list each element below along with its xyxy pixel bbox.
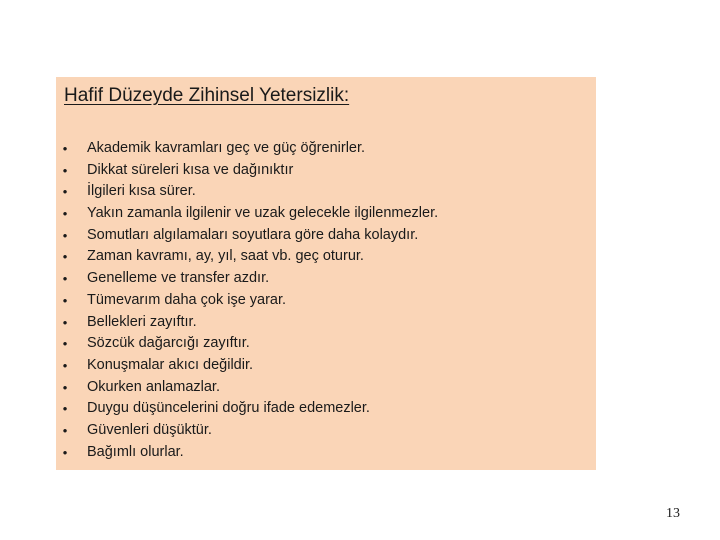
page-number: 13 (666, 506, 680, 521)
list-item-text: Bellekleri zayıftır. (87, 313, 197, 330)
bullet-icon: • (62, 184, 68, 200)
list-item-text: İlgileri kısa sürer. (87, 183, 196, 200)
bullet-icon: • (62, 271, 68, 287)
bullet-icon: • (62, 227, 68, 243)
list-item-text: Genelleme ve transfer azdır. (87, 270, 270, 287)
list-item-text: Güvenleri düşüktür. (87, 421, 212, 438)
bullet-icon: • (62, 357, 68, 373)
bullet-icon: • (62, 422, 68, 438)
bullet-icon: • (62, 206, 68, 222)
bullet-icon: • (62, 141, 68, 156)
list-item-text: Tümevarım daha çok işe yarar. (87, 291, 287, 308)
bullet-icon: • (62, 249, 68, 265)
bullet-icon: • (62, 292, 68, 308)
bullet-icon: • (62, 314, 68, 330)
list-item-text: Duygu düşüncelerini doğru ifade edemezler. (87, 400, 370, 417)
list-item-text: Yakın zamanla ilgilenir ve uzak gelecekle ilgilenmezler. (87, 205, 439, 222)
list-item-text: Sözcük dağarcığı zayıftır. (87, 335, 250, 352)
list-item-text: Bağımlı olurlar. (87, 443, 184, 460)
content-box (56, 77, 596, 470)
slide-title: Hafif Düzeyde Zihinsel Yetersizlik: (64, 85, 350, 106)
list-item-text: Somutları algılamaları soyutlara göre daha kolaydır. (87, 226, 419, 243)
bullet-icon: • (62, 162, 68, 178)
list-item-text: Zaman kavramı, ay, yıl, saat vb. geç oturur. (87, 248, 364, 265)
bullet-icon: • (62, 401, 68, 417)
bullet-icon: • (62, 336, 68, 352)
list-item-text: Akademik kavramları geç ve güç öğrenirler. (87, 140, 366, 156)
bullet-icon: • (62, 444, 68, 460)
bullet-icon: • (62, 379, 68, 395)
list-item-text: Dikkat süreleri kısa ve dağınıktır (87, 161, 294, 178)
list-item-text: Konuşmalar akıcı değildir. (87, 356, 254, 373)
list-item-text: Okurken anlamazlar. (87, 378, 220, 395)
